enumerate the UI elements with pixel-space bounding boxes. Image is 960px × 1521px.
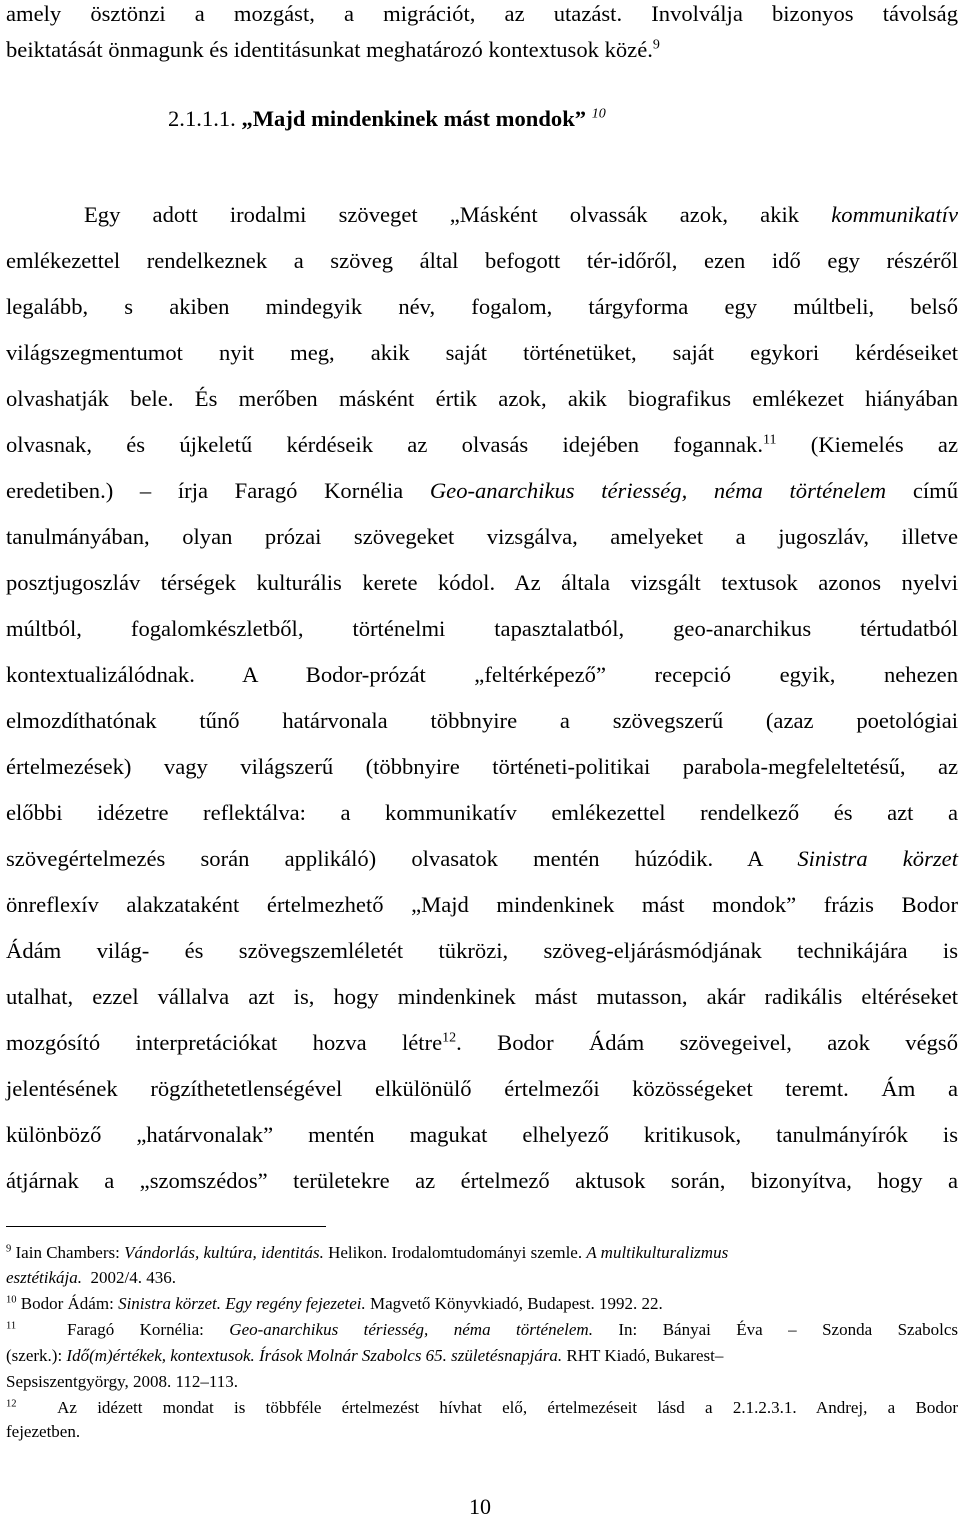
body-line-10: tanulmányában, olyan prózai szövegeket vizsgálva, amelyeket a jugoszláv, illetve	[6, 524, 958, 549]
body-line-16: előbbi idézetre reflektálva: a kommunikatív emlékezettel rendelkező és azt a	[6, 800, 958, 825]
footnote-11-line-1: $^{11}$ Faragó Kornélia: Geo-anarchikus tériesség, néma történelem. In: Bányai Éva – Szonda Szabolcs	[6, 1320, 959, 1339]
footnote-12-line-1: $^{12}$ Az idézett mondat is többféle értelmezést hívhat elő, értelmezéseit lásd a 2.1.2.3.1. Andrej, a Bodor	[6, 1398, 958, 1417]
body-line-15: értelmezések) vagy világszerű (többnyire történeti-politikai parabola-megfeleltetésű, az	[6, 754, 958, 779]
body-line-22: jelentésének rögzíthetetlenségével elkülönülő értelmezői közösségeket teremt. Ám a	[6, 1076, 958, 1101]
body-line-24: átjárnak a „szomszédos” területekre az értelmező aktusok során, bizonyítva, hogy a	[6, 1168, 958, 1193]
footnote-ref[interactable]: 9	[652, 37, 660, 53]
footnote-ref[interactable]: 12	[442, 1030, 457, 1046]
page-number: 10	[469, 1494, 491, 1519]
section-heading: 2.1.1.1. „Majd mindenkinek mást mondok” $^{10}$	[168, 106, 606, 131]
body-line-13: kontextualizálódnak. A Bodor-prózát „feltérképező” recepció egyik, nehezen	[6, 662, 958, 687]
body-line-7: olvashatják bele. És merőben másként értik azok, akik biografikus emlékezet hiányában	[6, 386, 958, 411]
section-title: „Majd mindenkinek mást mondok”	[241, 106, 587, 131]
body-line-12: múltból, fogalomkészletből, történelmi tapasztalatból, geo-anarchikus tértudatból	[6, 616, 958, 641]
footnote-ref[interactable]: 11	[763, 432, 777, 448]
body-line-2: beiktatását önmagunk és identitásunkat meghatározó kontextusok közé.$^9$	[6, 37, 660, 62]
footnote-10: $^{10}$ Bodor Ádám: Sinistra körzet. Egy regény fejezetei. Magvető Könyvkiadó, Budapest. 1992. 22.	[6, 1294, 663, 1313]
footnote-separator	[6, 1226, 326, 1227]
body-line-5: legalább, s akiben mindegyik név, fogalom, tárgyforma egy múltbeli, belső	[6, 294, 958, 319]
footnote-9-line-2: esztétikája. 2002/4. 436.	[6, 1268, 176, 1287]
footnote-ref[interactable]: 10	[591, 106, 606, 122]
body-line-14: elmozdíthatónak tűnő határvonala többnyire a szövegszerű (azaz poetológiai	[6, 708, 958, 733]
body-line-6: világszegmentumot nyit meg, akik saját történetüket, saját egykori kérdéseiket	[6, 340, 958, 365]
body-line-18: önreflexív alakzataként értelmezhető „Majd mindenkinek mást mondok” frázis Bodor	[6, 892, 958, 917]
body-line-21: mozgósító interpretációkat hozva létre$^{12}$. Bodor Ádám szövegeivel, azok végső	[6, 1030, 958, 1055]
footnote-11-line-3: Sepsiszentgyörgy, 2008. 112–113.	[6, 1372, 239, 1391]
footnote-11-line-2: (szerk.): Idő(m)értékek, kontextusok. Írások Molnár Szabolcs 65. születésnapjára. RHT Kiadó, Bukarest–	[6, 1346, 724, 1365]
body-line-1: amely ösztönzi a mozgást, a migrációt, az utazást. Involválja bizonyos távolság	[6, 1, 958, 26]
body-line-11: posztjugoszláv térségek kulturális kerete kódol. Az általa vizsgált textusok azonos nyelvi	[6, 570, 958, 595]
body-line-4: emlékezettel rendelkeznek a szöveg által befogott tér-időről, ezen idő egy részéről	[6, 248, 958, 273]
footnote-12-line-2: fejezetben.	[6, 1422, 81, 1441]
body-line-17: szövegértelmezés során applikáló) olvasatok mentén húzódik. A Sinistra körzet	[6, 846, 958, 871]
body-line-9: eredetiben.) ‒ írja Faragó Kornélia Geo-anarchikus tériesség, néma történelem című	[6, 478, 958, 503]
body-line-19: Ádám világ- és szövegszemléletét tükrözi, szöveg-eljárásmódjának technikájára is	[6, 938, 958, 963]
body-line-8: olvasnak, és újkeletű kérdéseik az olvasás idejében fogannak.$^{11}$ (Kiemelés az	[6, 432, 958, 457]
footnote-9-line-1: $^9$ Iain Chambers: Vándorlás, kultúra, identitás. Helikon. Irodalomtudományi szemle. A multikulturalizmus	[6, 1243, 729, 1262]
body-line-20: utalhat, ezzel vállalva azt is, hogy mindenkinek mást mutasson, akár radikális eltéréseket	[6, 984, 958, 1009]
body-line-3: Egy adott irodalmi szöveget „Másként olvassák azok, akik kommunikatív	[84, 202, 958, 227]
body-line-23: különböző „határvonalak” mentén magukat elhelyező kritikusok, tanulmányírók is	[6, 1122, 958, 1147]
